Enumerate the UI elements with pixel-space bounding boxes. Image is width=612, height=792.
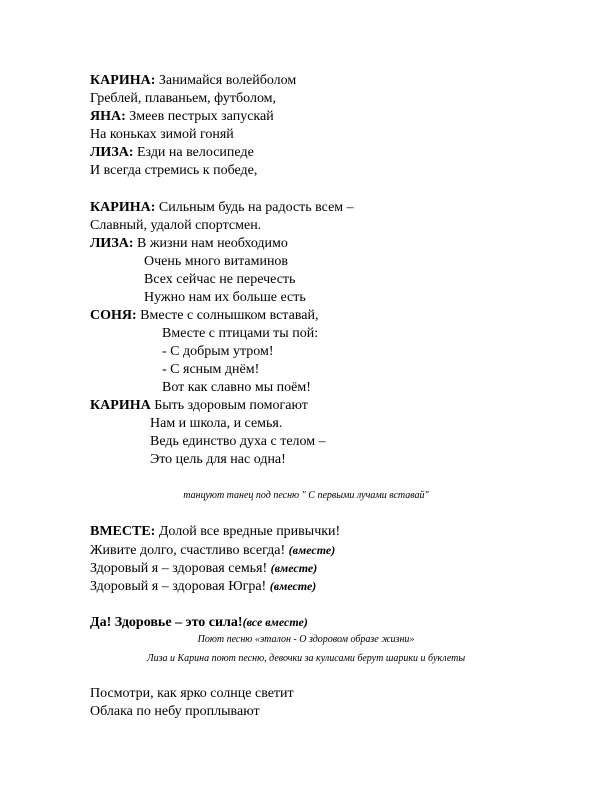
line-aside: (вместе) [269, 579, 317, 593]
script-line [90, 613, 308, 632]
script-line [144, 271, 295, 289]
speaker-name: ЛИЗА: [90, 236, 134, 251]
speaker-name: КАРИНА [90, 398, 151, 413]
script-line [162, 325, 318, 343]
speaker-name: КАРИНА: [90, 73, 156, 88]
line-text: Вместе с птицами ты пой: [162, 326, 319, 341]
script-line [90, 217, 261, 235]
line-text: Долой все вредные привычки! [155, 524, 341, 539]
script-line [90, 307, 318, 325]
script-line [150, 433, 326, 451]
script-line [90, 235, 288, 253]
line-text: Греблей, плаваньем, футболом, [90, 91, 277, 106]
script-line [90, 523, 340, 541]
line-text: Это цель для нас одна! [150, 452, 286, 467]
script-line [90, 126, 234, 144]
script-line [90, 90, 276, 108]
line-text: Славный, удалой спортсмен. [90, 218, 262, 233]
speaker-name: ЯНА: [90, 109, 126, 124]
script-line [162, 361, 259, 379]
line-text: Всех сейчас не перечесть [144, 272, 296, 287]
line-text: Посмотри, как ярко солнце светит [90, 686, 294, 701]
script-line [162, 343, 274, 361]
stage-direction: танцуют танец под песню " С первыми лучами вставай" [183, 490, 429, 501]
script-line [90, 703, 260, 721]
line-text: Здоровый я – здоровая семья! [90, 561, 271, 576]
line-strong-text: Да! Здоровье – это сила! [90, 615, 243, 630]
line-text: Ведь единство духа с телом – [150, 434, 326, 449]
line-text: Здоровый я – здоровая Югра! [90, 579, 270, 594]
line-text: Змеев пестрых запускай [125, 109, 274, 124]
stage-direction: Поют песню «эталон - О здоровом образе жизни» [197, 634, 415, 645]
line-text: Сильным будь на радость всем – [155, 200, 354, 215]
line-text: В жизни нам необходимо [133, 236, 288, 251]
script-line [90, 685, 294, 703]
line-text: Вот как славно мы поём! [162, 380, 311, 395]
script-line [144, 253, 288, 271]
line-text: - С добрым утром! [162, 344, 274, 359]
script-line [150, 451, 286, 469]
line-text: Нам и школа, и семья. [150, 416, 283, 431]
script-line [150, 415, 282, 433]
script-line [162, 379, 311, 397]
line-text: Занимайся волейболом [155, 73, 297, 88]
line-text: На коньках зимой гоняй [90, 127, 234, 142]
script-line [90, 397, 308, 415]
line-aside: (вместе) [270, 561, 318, 575]
line-text: Облака по небу проплывают [90, 704, 260, 719]
line-text: Нужно нам их больше есть [144, 290, 306, 305]
script-line [90, 199, 354, 217]
stage-direction: Лиза и Карина поют песню, девочки за кулисами берут шарики и буклеты [146, 653, 466, 664]
script-line [90, 577, 316, 596]
line-text: - С ясным днём! [162, 362, 260, 377]
speaker-name: КАРИНА: [90, 200, 156, 215]
script-line [90, 541, 335, 560]
speaker-name: СОНЯ: [90, 308, 137, 323]
line-text: Езди на велосипеде [133, 145, 254, 160]
script-line [90, 559, 317, 578]
script-line [144, 289, 306, 307]
line-text: И всегда стремись к победе, [90, 163, 258, 178]
line-aside: (вместе) [288, 543, 336, 557]
script-line [90, 108, 274, 126]
line-text: Вместе с солнышком вставай, [136, 308, 319, 323]
speaker-name: ВМЕСТЕ: [90, 524, 156, 539]
script-line [90, 144, 254, 162]
speaker-name: ЛИЗА: [90, 145, 134, 160]
line-text: Быть здоровым помогают [150, 398, 308, 413]
script-line [90, 72, 296, 90]
line-text: Живите долго, счастливо всегда! [90, 543, 289, 558]
script-line [90, 162, 257, 180]
line-aside: (все вместе) [242, 615, 308, 629]
line-text: Очень много витаминов [144, 254, 289, 269]
